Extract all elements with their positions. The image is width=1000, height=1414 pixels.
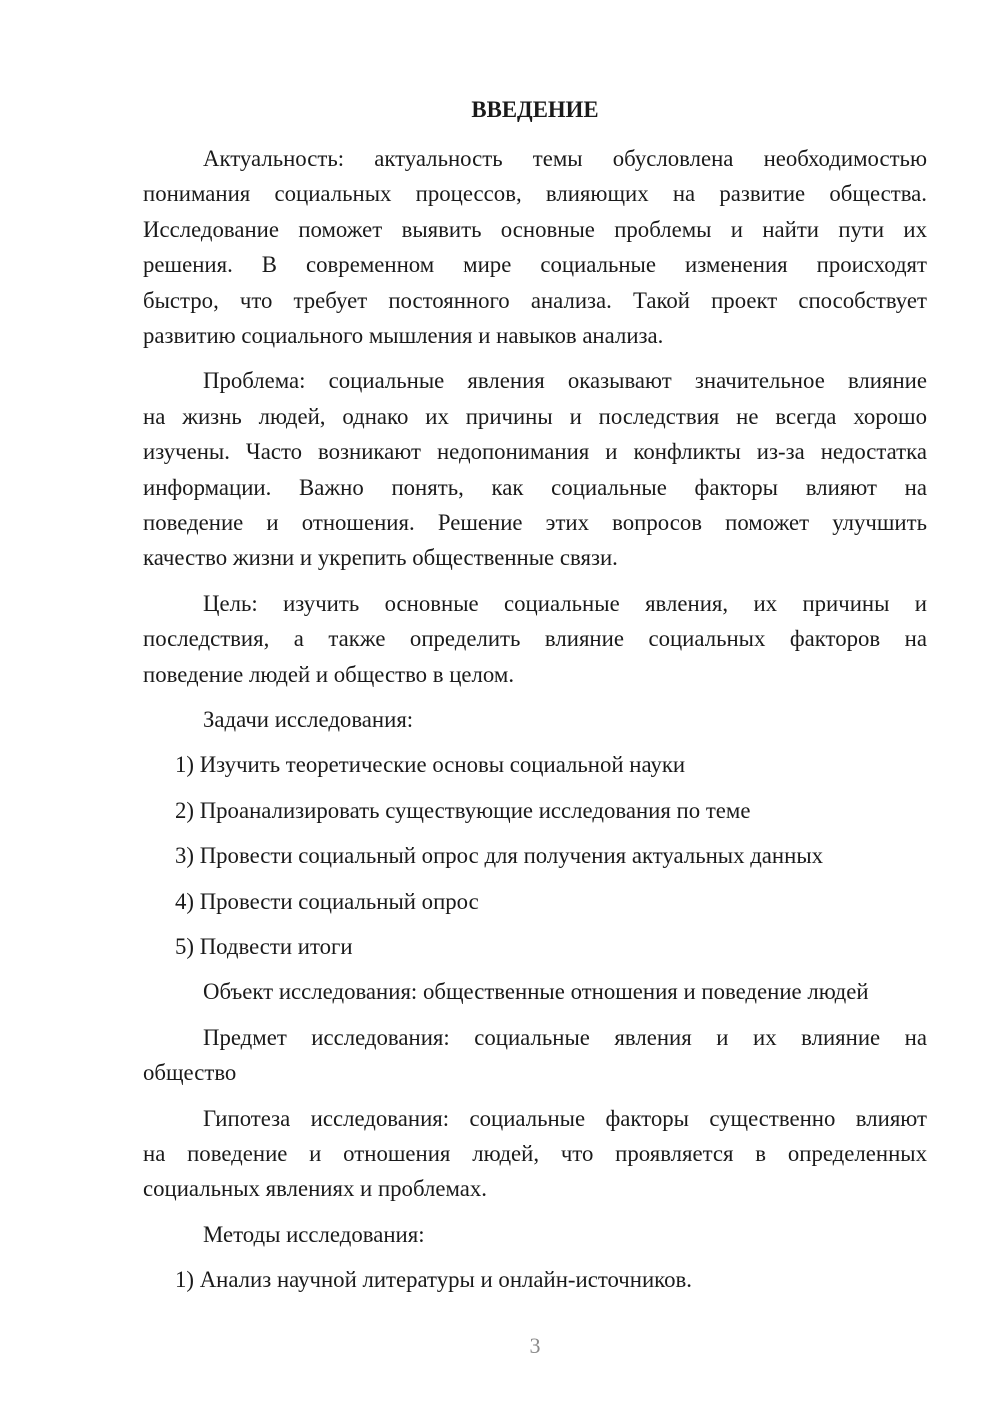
paragraph: [143, 1217, 927, 1252]
paragraph: [143, 586, 927, 692]
text-line: ВВЕДЕНИЕ: [471, 97, 599, 122]
text-line: развитию социального мышления и навыков анализа.: [143, 322, 664, 348]
text-line: 4) Провести социальный опрос: [175, 888, 479, 914]
text-line: общество: [143, 1060, 237, 1086]
text-line: Объект исследования: общественные отношения и поведение людей: [203, 979, 869, 1005]
page-number: 3: [529, 1333, 541, 1358]
text-line: на жизнь людей, однако их причины и последствия не всегда хорошо: [143, 403, 927, 429]
text-line: изучены. Часто возникают недопонимания и конфликты из-за недостатка: [143, 439, 927, 465]
text-line: Предмет исследования: социальные явления и их влияние на: [203, 1024, 927, 1050]
text-line: информации. Важно понять, как социальные факторы влияют на: [143, 474, 927, 500]
text-line: Методы исследования:: [203, 1221, 425, 1247]
list-item: [143, 1262, 927, 1297]
text-line: Задачи исследования:: [203, 706, 414, 732]
paragraph: [143, 702, 927, 737]
paragraph: [143, 1101, 927, 1207]
paragraph: [143, 974, 927, 1009]
text-line: быстро, что требует постоянного анализа. Такой проект способствует: [143, 287, 927, 313]
paragraph: [143, 1020, 927, 1091]
text-line: Исследование поможет выявить основные проблемы и найти пути их: [143, 216, 927, 242]
paragraph: [143, 363, 927, 575]
text-line: 1) Изучить теоретические основы социальной науки: [175, 752, 686, 778]
text-line: 3) Провести социальный опрос для получения актуальных данных: [175, 843, 824, 869]
text-line: Актуальность: актуальность темы обусловлена необходимостью: [203, 146, 927, 171]
list-item: [143, 838, 927, 873]
document-body: [143, 92, 927, 1308]
text-line: 2) Проанализировать существующие исследования по теме: [175, 797, 751, 823]
text-line: поведение и отношения. Решение этих вопросов поможет улучшить: [143, 509, 927, 535]
text-line: поведение людей и общество в целом.: [143, 661, 515, 687]
paragraph: [143, 141, 927, 353]
list-item: [143, 929, 927, 964]
page-title: [143, 92, 927, 127]
text-line: понимания социальных процессов, влияющих на развитие общества.: [143, 181, 927, 207]
list-item: [143, 884, 927, 919]
text-line: решения. В современном мире социальные изменения происходят: [143, 252, 927, 278]
text-line: на поведение и отношения людей, что проявляется в определенных: [143, 1140, 927, 1166]
text-line: социальных явлениях и проблемах.: [143, 1176, 487, 1202]
text-line: последствия, а также определить влияние социальных факторов на: [143, 626, 927, 652]
text-line: Гипотеза исследования: социальные факторы существенно влияют: [203, 1105, 927, 1131]
text-line: Цель: изучить основные социальные явления, их причины и: [203, 590, 927, 616]
list-item: [143, 747, 927, 782]
text-line: 1) Анализ научной литературы и онлайн-источников.: [175, 1267, 692, 1293]
list-item: [143, 793, 927, 828]
text-line: качество жизни и укрепить общественные связи.: [143, 545, 618, 571]
text-line: Проблема: социальные явления оказывают значительное влияние: [203, 368, 927, 394]
text-line: 5) Подвести итоги: [175, 933, 353, 959]
